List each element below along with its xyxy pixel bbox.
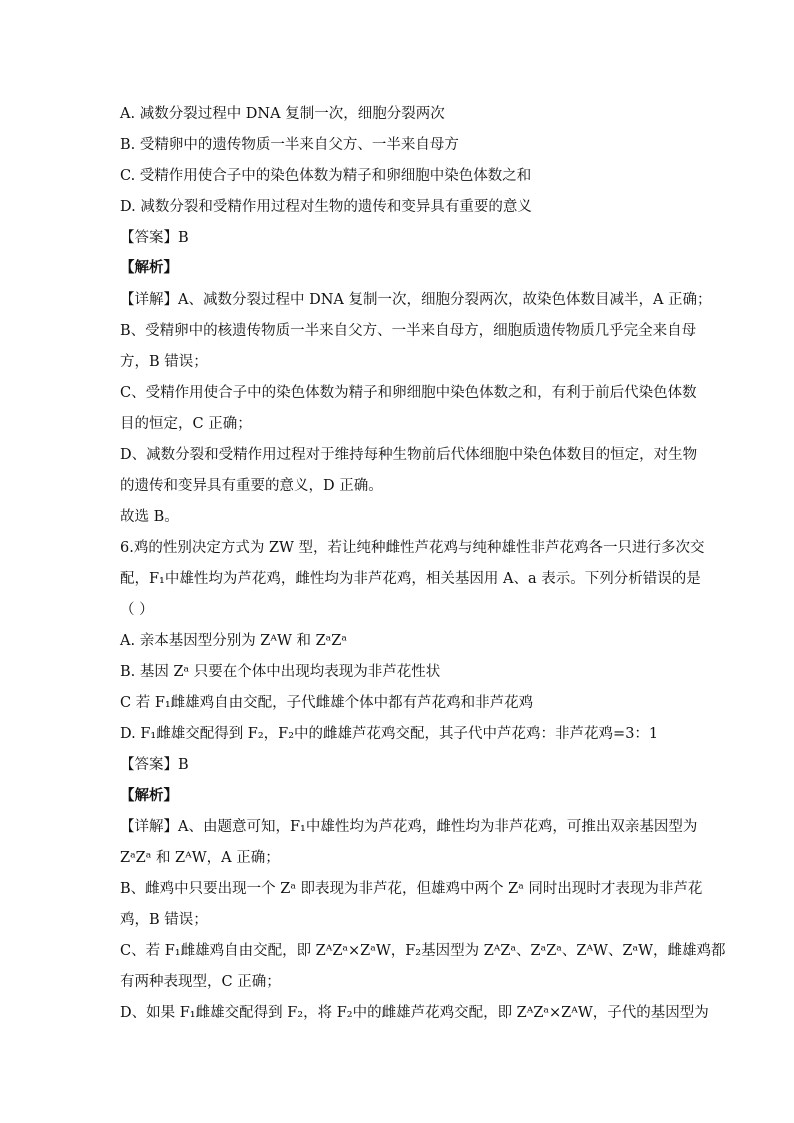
q6-option-a: A. 亲本基因型分别为 ZᴬW 和 ZᵃZᵃ bbox=[120, 633, 347, 649]
q5-detail-line: 【详解】A、减数分裂过程中 DNA 复制一次，细胞分裂两次，故染色体数目减半，A 正确； bbox=[120, 292, 712, 308]
q6-option-c: C 若 F₁雌雄鸡自由交配，子代雌雄个体中都有芦花鸡和非芦花鸡 bbox=[120, 695, 534, 711]
q6-detail-line: 鸡，B 错误； bbox=[120, 912, 208, 928]
q5-conclusion: 故选 B。 bbox=[120, 509, 179, 525]
q6-analysis-heading: 【解析】 bbox=[120, 787, 178, 804]
q5-detail-line: D、减数分裂和受精作用过程对于维持每种生物前后代体细胞中染色体数目的恒定，对生物 bbox=[120, 447, 698, 463]
q5-detail-line: 方，B 错误； bbox=[120, 354, 208, 370]
q5-option-d: D. 减数分裂和受精作用过程对生物的遗传和变异具有重要的意义 bbox=[120, 199, 532, 215]
q6-detail-line: ZᵃZᵃ 和 ZᴬW，A 正确； bbox=[120, 850, 280, 866]
q6-detail-line: 【详解】A、由题意可知，F₁中雄性均为芦花鸡，雌性均为非芦花鸡，可推出双亲基因型为 bbox=[120, 819, 698, 835]
q6-detail-line: C、若 F₁雌雄鸡自由交配，即 ZᴬZᵃ×ZᵃW，F₂基因型为 ZᴬZᵃ、ZᵃZᵃ、ZᴬW、ZᵃW，雌雄鸡都 bbox=[120, 943, 726, 959]
q5-detail-line: 的遗传和变异具有重要的意义，D 正确。 bbox=[120, 478, 383, 494]
q6-option-b: B. 基因 Zᵃ 只要在个体中出现均表现为非芦花性状 bbox=[120, 664, 441, 680]
q5-option-a: A. 减数分裂过程中 DNA 复制一次，细胞分裂两次 bbox=[120, 106, 445, 122]
q6-detail-line: 有两种表现型，C 正确； bbox=[120, 974, 281, 990]
q5-answer: 【答案】B bbox=[120, 230, 189, 246]
q6-answer: 【答案】B bbox=[120, 757, 189, 773]
q6-detail-line: B、雌鸡中只要出现一个 Zᵃ 即表现为非芦花，但雄鸡中两个 Zᵃ 同时出现时才表现为非芦花 bbox=[120, 881, 703, 897]
q6-stem-blank: （ ） bbox=[120, 602, 154, 618]
q5-detail-line: 目的恒定，C 正确； bbox=[120, 416, 252, 432]
q6-stem-line: 6.鸡的性别决定方式为 ZW 型，若让纯种雌性芦花鸡与纯种雄性非芦花鸡各一只进行多次交 bbox=[120, 540, 705, 556]
q6-detail-line: D、如果 F₁雌雄交配得到 F₂，将 F₂中的雌雄芦花鸡交配，即 ZᴬZᵃ×ZᴬW，子代的基因型为 bbox=[120, 1005, 709, 1021]
q6-option-d: D. F₁雌雄交配得到 F₂，F₂中的雌雄芦花鸡交配，其子代中芦花鸡：非芦花鸡=3：1 bbox=[120, 726, 659, 742]
q5-analysis-heading: 【解析】 bbox=[120, 259, 178, 276]
q5-detail-line: C、受精作用使合子中的染色体数为精子和卵细胞中染色体数之和，有利于前后代染色体数 bbox=[120, 385, 697, 401]
q5-option-c: C. 受精作用使合子中的染色体数为精子和卵细胞中染色体数之和 bbox=[120, 168, 532, 184]
q5-option-b: B. 受精卵中的遗传物质一半来自父方、一半来自母方 bbox=[120, 137, 459, 153]
q5-detail-line: B、受精卵中的核遗传物质一半来自父方、一半来自母方，细胞质遗传物质几乎完全来自母 bbox=[120, 323, 697, 339]
q6-stem-line: 配，F₁中雄性均为芦花鸡，雌性均为非芦花鸡，相关基因用 A、a 表示。下列分析错误的是 bbox=[120, 571, 701, 587]
